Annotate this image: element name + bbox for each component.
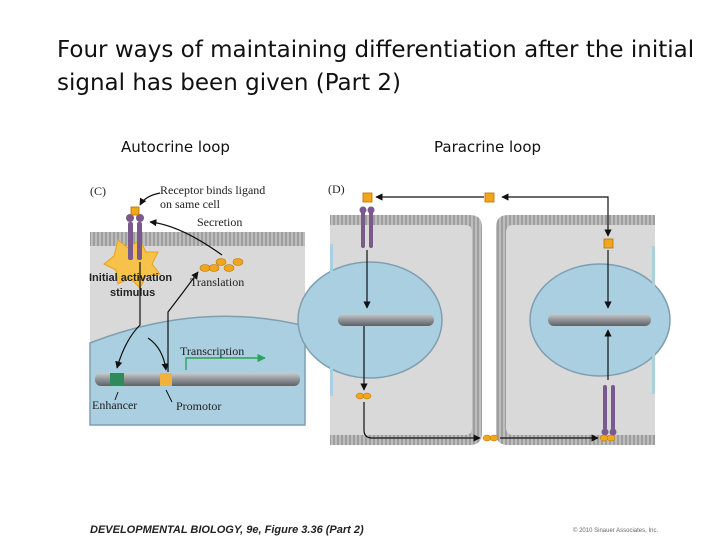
panel-c-letter: (C) (90, 184, 106, 198)
label-enhancer: Enhancer (92, 398, 138, 412)
paracrine-ligand-top (485, 193, 494, 202)
label-promotor: Promotor (176, 399, 222, 413)
left-cell-dna (338, 314, 434, 326)
autocrine-loop-heading: Autocrine loop (121, 138, 230, 156)
label-receptor-line2: on same cell (160, 197, 220, 211)
label-initial-line1: Initial activation (89, 272, 173, 284)
label-initial-line2: stimulus (110, 287, 156, 299)
autocrine-diagram (89, 178, 305, 425)
slide-title: Four ways of maintaining differentiation after the initial signal has been given (Part 2) (57, 37, 695, 96)
label-receptor-line1: Receptor binds ligand (160, 183, 266, 197)
right-cell-dna (548, 314, 651, 326)
figure-caption: DEVELOPMENTAL BIOLOGY, 9e, Figure 3.36 (Part 2) (90, 524, 364, 536)
paracrine-ligand-right (604, 239, 613, 248)
promotor-region (160, 373, 172, 386)
right-nucleus-edge (652, 246, 655, 394)
left-nucleus-edge (330, 244, 333, 396)
panel-d-letter: (D) (328, 182, 345, 196)
autocrine-dna (95, 373, 300, 386)
copyright-notice: © 2010 Sinauer Associates, Inc. (573, 528, 659, 534)
label-transcription: Transcription (180, 344, 245, 358)
label-secretion: Secretion (197, 215, 243, 229)
label-translation: Translation (190, 275, 245, 289)
paracrine-diagram (298, 182, 670, 445)
paracrine-loop-heading: Paracrine loop (434, 138, 542, 156)
enhancer-region (110, 373, 124, 386)
